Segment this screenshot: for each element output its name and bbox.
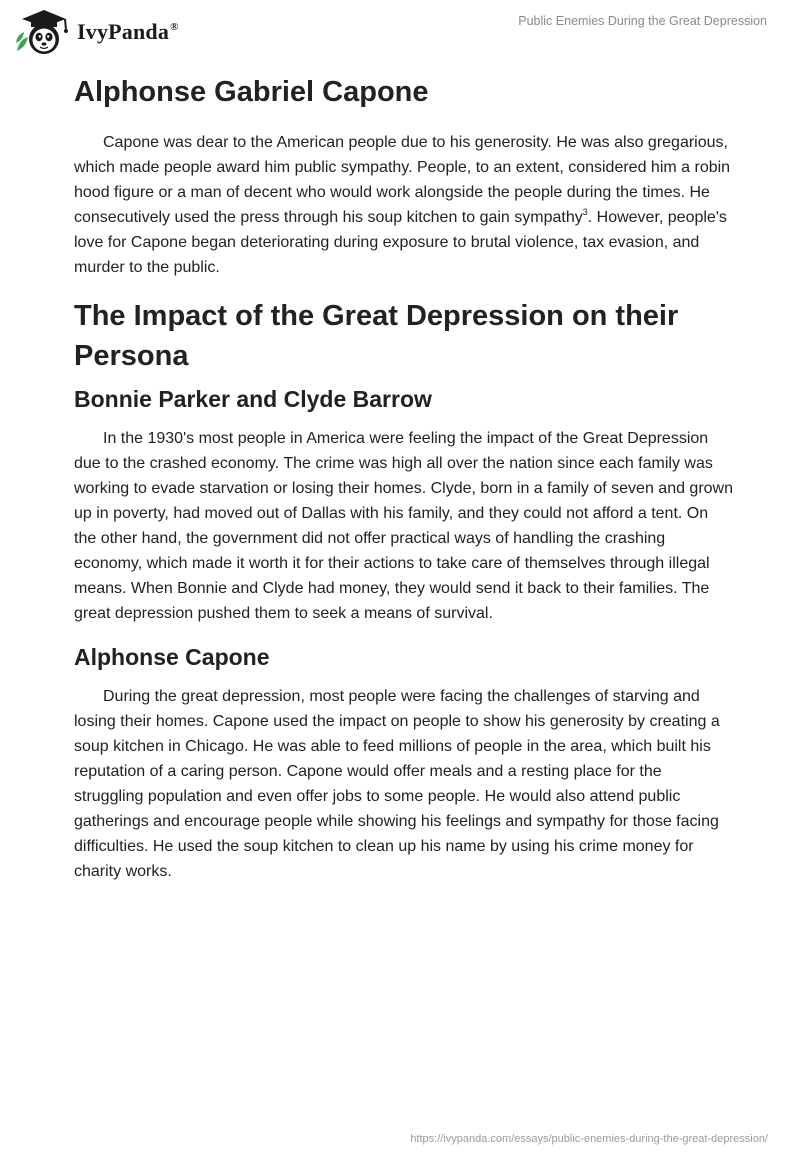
source-url[interactable]: https://ivypanda.com/essays/public-enemies-during-the-great-depression/ [410, 1133, 768, 1145]
registered-mark: ® [170, 21, 179, 33]
brand-name: IvyPanda® [77, 19, 179, 44]
heading-bonnie-and-clyde: Bonnie Parker and Clyde Barrow [74, 386, 432, 412]
panda-graduate-logo-icon [13, 7, 71, 57]
paragraph-capone-generosity: Capone was dear to the American people due to his generosity. He was also gregarious, which made people award him public sympathy. People, to an extent, considered him a robin hood figure or a man of decent who would work alongside the people during the times. He consecutively used the press through his soup kitchen to gain sympathy$^3$. However, people's love for Capone began deteriorating during exposure to brutal violence, tax evasion, and murder to the public. [74, 134, 731, 276]
paragraph-bonnie-and-clyde: In the 1930's most people in America were feeling the impact of the Great Depression due to the crashed economy. The crime was high all over the nation since each family was working to evade starvation or losing their homes. Clyde, born in a family of seven and grown up in poverty, had moved out of Dallas with his family, and they could not afford a tent. On the other hand, the government did not offer practical ways of handling the crashing economy, which made it worth it for their actions to take care of themselves through illegal means. When Bonnie and Clyde had money, they would send it back to their families. The great depression pushed them to seek a means of survival. [74, 430, 734, 622]
heading-alphonse-capone: Alphonse Capone [74, 644, 270, 670]
essay-content [74, 72, 734, 884]
heading-alphonse-gabriel-capone: Alphonse Gabriel Capone [74, 76, 429, 108]
page-header [0, 0, 800, 60]
heading-impact-great-depression: The Impact of the Great Depression on their Persona [74, 300, 679, 372]
paragraph-capone-soup-kitchen: During the great depression, most people were facing the challenges of starving and losing their homes. Capone used the impact on people to show his generosity by creating a soup kitchen in Chicago. He was able to feed millions of people in the area, which built his reputation of a caring person. Capone would offer meals and a resting place for the struggling population and even offer jobs to some people. He would also attend public gatherings and encourage people while showing his feelings and sympathy for those facing difficulties. He used the soup kitchen to clean up his name by using his crime money for charity works. [74, 688, 720, 880]
footnote-ref[interactable]: 3 [582, 207, 588, 217]
document-title: Public Enemies During the Great Depression [518, 14, 767, 28]
brand-logo[interactable] [13, 7, 179, 57]
